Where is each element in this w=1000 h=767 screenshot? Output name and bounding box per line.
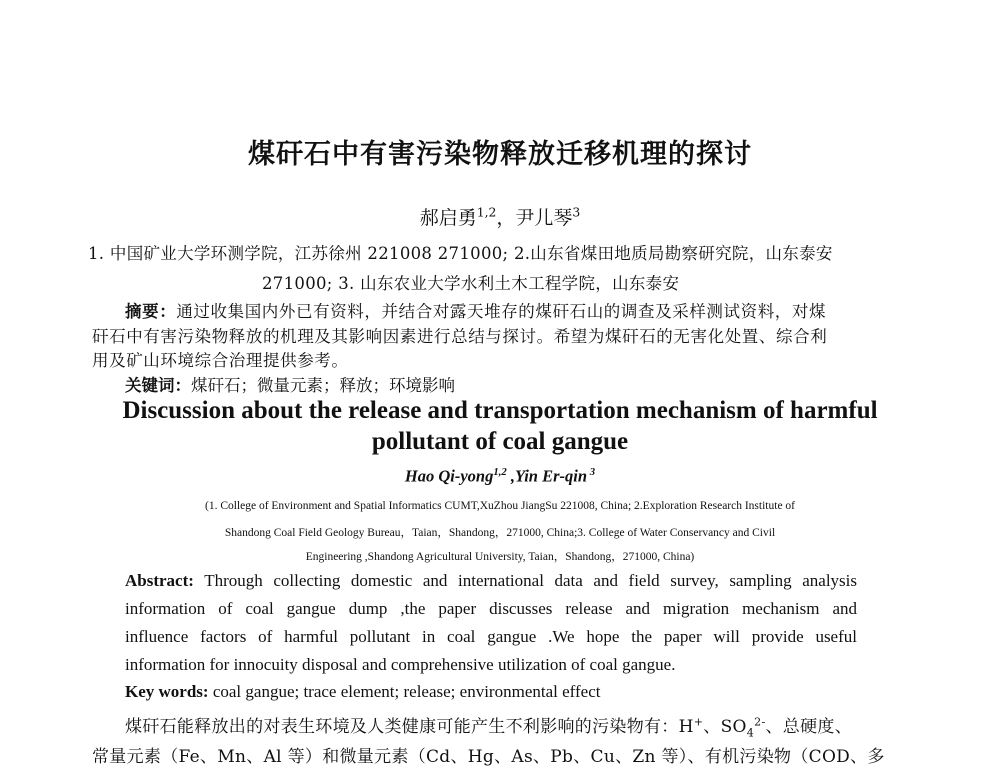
chinese-abstract-line: 矸石中有害污染物释放的机理及其影响因素进行总结与探讨。希望为煤矸石的无害化处置、综合利 — [92, 327, 828, 346]
author-affiliation-mark: 3 — [587, 466, 596, 478]
chinese-abstract-text: 通过收集国内外已有资料，并结合对露天堆存的煤矸石山的调查及采样测试资料，对煤 — [176, 302, 827, 321]
english-affiliation-line: (1. College of Environment and Spatial Informatics CUMT,XuZhou JiangSu 221008, China; 2.Exploration Research Institute of — [204, 500, 795, 512]
chinese-abstract-line: 用及矿山环境综合治理提供参考。 — [92, 351, 349, 370]
english-keywords-text: coal gangue; trace element; release; environmental effect — [208, 682, 601, 701]
author-name: Hao Qi-yong — [404, 466, 494, 486]
english-affiliation-line: Engineering ,Shandong Agricultural University, Taian，Shandong，271000, China) — [305, 551, 695, 563]
english-abstract-line: information of coal gangue dump ,the paper discusses release and migration mechanism and — [125, 599, 857, 618]
ion-charge: + — [693, 715, 704, 729]
english-title-line: Discussion about the release and transportation mechanism of harmful — [122, 397, 878, 424]
author-name: ，尹儿琴 — [496, 207, 573, 229]
english-abstract-label: Abstract: — [125, 571, 194, 590]
body-text: 煤矸石能释放出的对表生环境及人类健康可能产生不利影响的污染物有：H — [125, 717, 694, 737]
author-name: ,Yin Er-qin — [506, 466, 588, 486]
english-abstract-text: Through collecting domestic and international data and field survey, sampling analysis — [193, 571, 857, 590]
english-abstract-line: influence factors of harmful pollutant in coal gangue .We hope the paper will provide useful — [125, 627, 857, 646]
english-keywords — [125, 682, 600, 702]
chinese-keywords — [125, 372, 455, 396]
chinese-abstract-line — [125, 298, 826, 322]
english-abstract-line — [125, 571, 857, 591]
english-keywords-label: Key words: — [125, 682, 209, 701]
chinese-authors — [0, 203, 1000, 230]
chinese-affiliation-line: 1. 中国矿业大学环测学院，江苏徐州 221008 271000; 2.山东省煤田地质局勘察研究院，山东泰安 — [88, 244, 833, 263]
chinese-abstract-label: 摘要： — [125, 302, 177, 321]
english-title-line: pollutant of coal gangue — [371, 428, 629, 455]
author-affiliation-mark: 1,2 — [476, 205, 497, 220]
chinese-keywords-text: 煤矸石；微量元素；释放；环境影响 — [191, 376, 455, 395]
author-affiliation-mark: 1,2 — [493, 466, 507, 478]
author-name: 郝启勇 — [419, 207, 477, 229]
body-text: 、SO — [703, 717, 747, 737]
ion-subscript: 4 — [746, 726, 755, 740]
body-paragraph-line: 常量元素（Fe、Mn、Al 等）和微量元素（Cd、Hg、As、Pb、Cu、Zn 等）、有机污染物（COD、多 — [92, 747, 885, 767]
author-affiliation-mark: 3 — [572, 205, 581, 220]
english-authors — [0, 466, 1000, 487]
chinese-title: 煤矸石中有害污染物释放迁移机理的探讨 — [248, 139, 752, 170]
chinese-affiliation-line: 271000; 3. 山东农业大学水利土木工程学院，山东泰安 — [262, 274, 680, 293]
body-paragraph-line — [125, 712, 852, 739]
english-affiliation-line: Shandong Coal Field Geology Bureau，Taian，Shandong，271000, China;3. College of Water Conservancy and Civil — [224, 527, 776, 539]
english-abstract-line: information for innocuity disposal and comprehensive utilization of coal gangue. — [125, 655, 676, 674]
chinese-keywords-label: 关键词： — [125, 376, 191, 395]
ion-charge: 2- — [754, 715, 766, 729]
body-text: 、总硬度、 — [765, 717, 852, 737]
